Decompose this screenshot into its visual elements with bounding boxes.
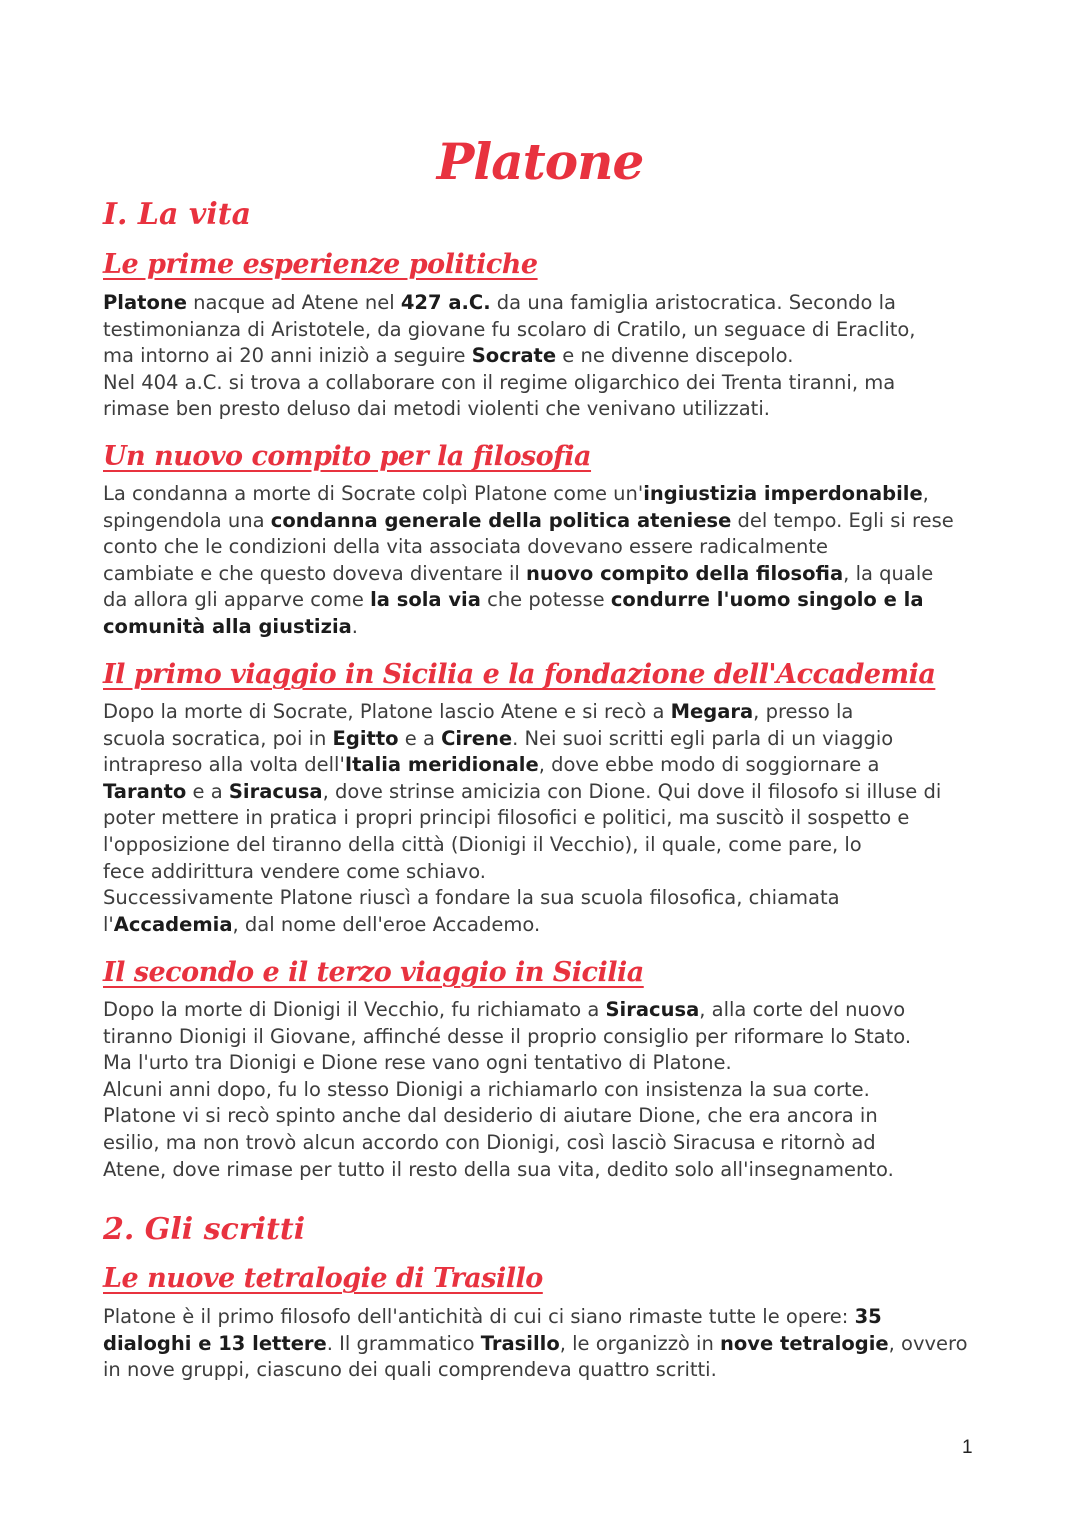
text-line: spingendola una condanna generale della politica ateniese del tempo. Egli si rese bbox=[103, 508, 954, 532]
paragraph-primo-viaggio bbox=[103, 699, 983, 938]
text-line: La condanna a morte di Socrate colpì Platone come un'ingiustizia imperdonabile, bbox=[103, 482, 929, 505]
text-line: Nel 404 a.C. si trova a collaborare con il regime oligarchico dei Trenta tiranni, ma bbox=[103, 370, 896, 394]
text-line: testimonianza di Aristotele, da giovane fu scolaro di Cratilo, un seguace di Eraclito, bbox=[103, 317, 916, 341]
chapter-heading-scritti: 2. Gli scritti bbox=[103, 1212, 306, 1247]
text-line: l'opposizione del tiranno della città (Dionigi il Vecchio), il quale, come pare, lo bbox=[103, 832, 862, 856]
paragraph-tetralogie bbox=[103, 1304, 983, 1384]
section-heading-compito: Un nuovo compito per la filosofia bbox=[103, 441, 592, 472]
text-line: Taranto e a Siracusa, dove strinse amicizia con Dione. Qui dove il filosofo si illuse di bbox=[103, 779, 942, 803]
page-title: Platone bbox=[436, 132, 644, 191]
section-heading-secondo-viaggio: Il secondo e il terzo viaggio in Sicilia bbox=[103, 957, 644, 988]
paragraph-compito bbox=[103, 481, 983, 641]
page-number: 1 bbox=[962, 1437, 973, 1458]
text-line: Platone è il primo filosofo dell'antichità di cui ci siano rimaste tutte le opere: 35 bbox=[103, 1305, 882, 1328]
text-line: Ma l'urto tra Dionigi e Dione rese vano ogni tentativo di Platone. bbox=[103, 1051, 732, 1075]
text-line: Dopo la morte di Dionigi il Vecchio, fu richiamato a Siracusa, alla corte del nuovo bbox=[103, 998, 906, 1021]
text-line: ma intorno ai 20 anni iniziò a seguire Socrate e ne divenne discepolo. bbox=[103, 344, 794, 368]
text-line: poter mettere in pratica i propri principi filosofici e politici, ma suscitò il sospetto e bbox=[103, 806, 910, 830]
text-line: conto che le condizioni della vita associata dovevano essere radicalmente bbox=[103, 535, 828, 559]
text-line: Platone nacque ad Atene nel 427 a.C. da una famiglia aristocratica. Secondo la bbox=[103, 291, 896, 314]
paragraph-esperienze bbox=[103, 290, 983, 423]
text-line: in nove gruppi, ciascuno dei quali comprendeva quattro scritti. bbox=[103, 1358, 717, 1382]
text-line: intrapreso alla volta dell'Italia meridionale, dove ebbe modo di soggiornare a bbox=[103, 753, 880, 777]
text-line: scuola socratica, poi in Egitto e a Cirene. Nei suoi scritti egli parla di un viaggio bbox=[103, 726, 894, 750]
text-line: dialoghi e 13 lettere. Il grammatico Trasillo, le organizzò in nove tetralogie, ovvero bbox=[103, 1331, 968, 1355]
text-line: comunità alla giustizia. bbox=[103, 614, 358, 638]
section-heading-primo-viaggio: Il primo viaggio in Sicilia e la fondazione dell'Accademia bbox=[103, 659, 936, 690]
text-line: esilio, ma non trovò alcun accordo con Dionigi, così lasciò Siracusa e ritornò ad bbox=[103, 1130, 876, 1154]
text-line: cambiate e che questo doveva diventare il nuovo compito della filosofia, la quale bbox=[103, 561, 934, 585]
paragraph-secondo-viaggio bbox=[103, 997, 983, 1183]
text-line: Dopo la morte di Socrate, Platone lascio Atene e si recò a Megara, presso la bbox=[103, 700, 854, 723]
text-line: rimase ben presto deluso dai metodi violenti che venivano utilizzati. bbox=[103, 397, 770, 421]
text-line: fece addirittura vendere come schiavo. bbox=[103, 859, 486, 883]
text-line: l'Accademia, dal nome dell'eroe Accademo. bbox=[103, 912, 541, 936]
text-line: Successivamente Platone riuscì a fondare la sua scuola filosofica, chiamata bbox=[103, 886, 840, 910]
section-heading-esperienze: Le prime esperienze politiche bbox=[103, 249, 538, 280]
chapter-heading-vita: I. La vita bbox=[103, 197, 252, 232]
text-line: Alcuni anni dopo, fu lo stesso Dionigi a richiamarlo con insistenza la sua corte. bbox=[103, 1077, 870, 1101]
text-line: Atene, dove rimase per tutto il resto della sua vita, dedito solo all'insegnamento. bbox=[103, 1157, 894, 1181]
section-heading-tetralogie: Le nuove tetralogie di Trasillo bbox=[103, 1263, 543, 1294]
text-line: da allora gli apparve come la sola via che potesse condurre l'uomo singolo e la bbox=[103, 588, 924, 612]
text-line: tiranno Dionigi il Giovane, affinché desse il proprio consiglio per riformare lo Stato. bbox=[103, 1024, 912, 1048]
text-line: Platone vi si recò spinto anche dal desiderio di aiutare Dione, che era ancora in bbox=[103, 1104, 878, 1128]
